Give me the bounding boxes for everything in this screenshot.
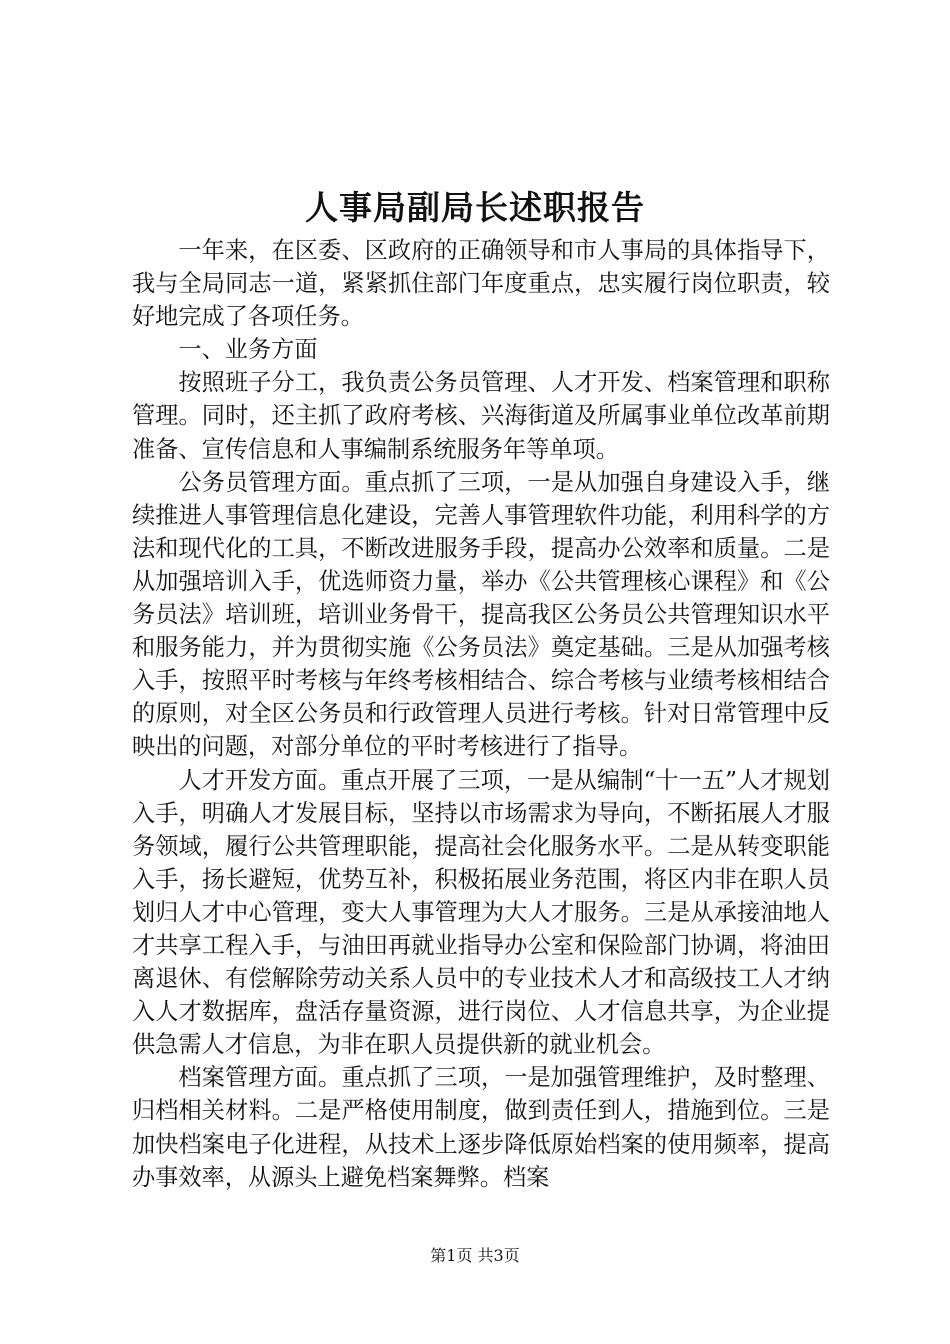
section-heading-business: 一、业务方面 <box>178 336 318 364</box>
paragraph-talent-development: 人才开发方面。重点开展了三项，一是从编制“十一五”人才规划入手，明确人才发展目标，坚持以市场需求为导向，不断拓展人才服务领域，履行公共管理职能，提高社会化服务水平。二是从转变职能入手，扬长避短，优势互补，积极拓展业务范围，将区内非在职人员划归人才中心管理，变大人事管理为大人才服务。三是从承接油地人才共享工程入手，与油田再就业指导办公室和保险部门协调，将油田离退休、有偿解除劳动关系人员中的专业技术人才和高级技工人才纳入人才数据库，盘活存量资源，进行岗位、人才信息共享，为企业提供急需人才信息，为非在职人员提供新的就业机会。 <box>132 766 830 1059</box>
paragraph-division-of-work: 按照班子分工，我负责公务员管理、人才开发、档案管理和职称管理。同时，还主抓了政府考核、兴海街道及所属事业单位改革前期准备、宣传信息和人事编制系统服务年等单项。 <box>132 369 830 463</box>
paragraph-civil-servant-management: 公务员管理方面。重点抓了三项，一是从加强自身建设入手，继续推进人事管理信息化建设，完善人事管理软件功能，利用科学的方法和现代化的工具，不断改进服务手段，提高办公效率和质量。二是从加强培训入手，优选师资力量，举办《公共管理核心课程》和《公务员法》培训班，培训业务骨干，提高我区公务员公共管理知识水平和服务能力，并为贯彻实施《公务员法》奠定基础。三是从加强考核入手，按照平时考核与年终考核相结合、综合考核与业绩考核相结合的原则，对全区公务员和行政管理人员进行考核。针对日常管理中反映出的问题，对部分单位的平时考核进行了指导。 <box>132 468 830 761</box>
page-number-footer: 第1页 共3页 <box>430 1246 520 1265</box>
document-body <box>132 234 830 1194</box>
document-title: 人事局副局长述职报告 <box>305 188 645 227</box>
paragraph-intro: 一年来，在区委、区政府的正确领导和市人事局的具体指导下，我与全局同志一道，紧紧抓住部门年度重点，忠实履行岗位职责，较好地完成了各项任务。 <box>132 237 830 331</box>
paragraph-archive-management: 档案管理方面。重点抓了三项，一是加强管理维护，及时整理、归档相关材料。二是严格使用制度，做到责任到人，措施到位。三是加快档案电子化进程，从技术上逐步降低原始档案的使用频率，提高办事效率，从源头上避免档案舞弊。档案 <box>132 1064 830 1191</box>
